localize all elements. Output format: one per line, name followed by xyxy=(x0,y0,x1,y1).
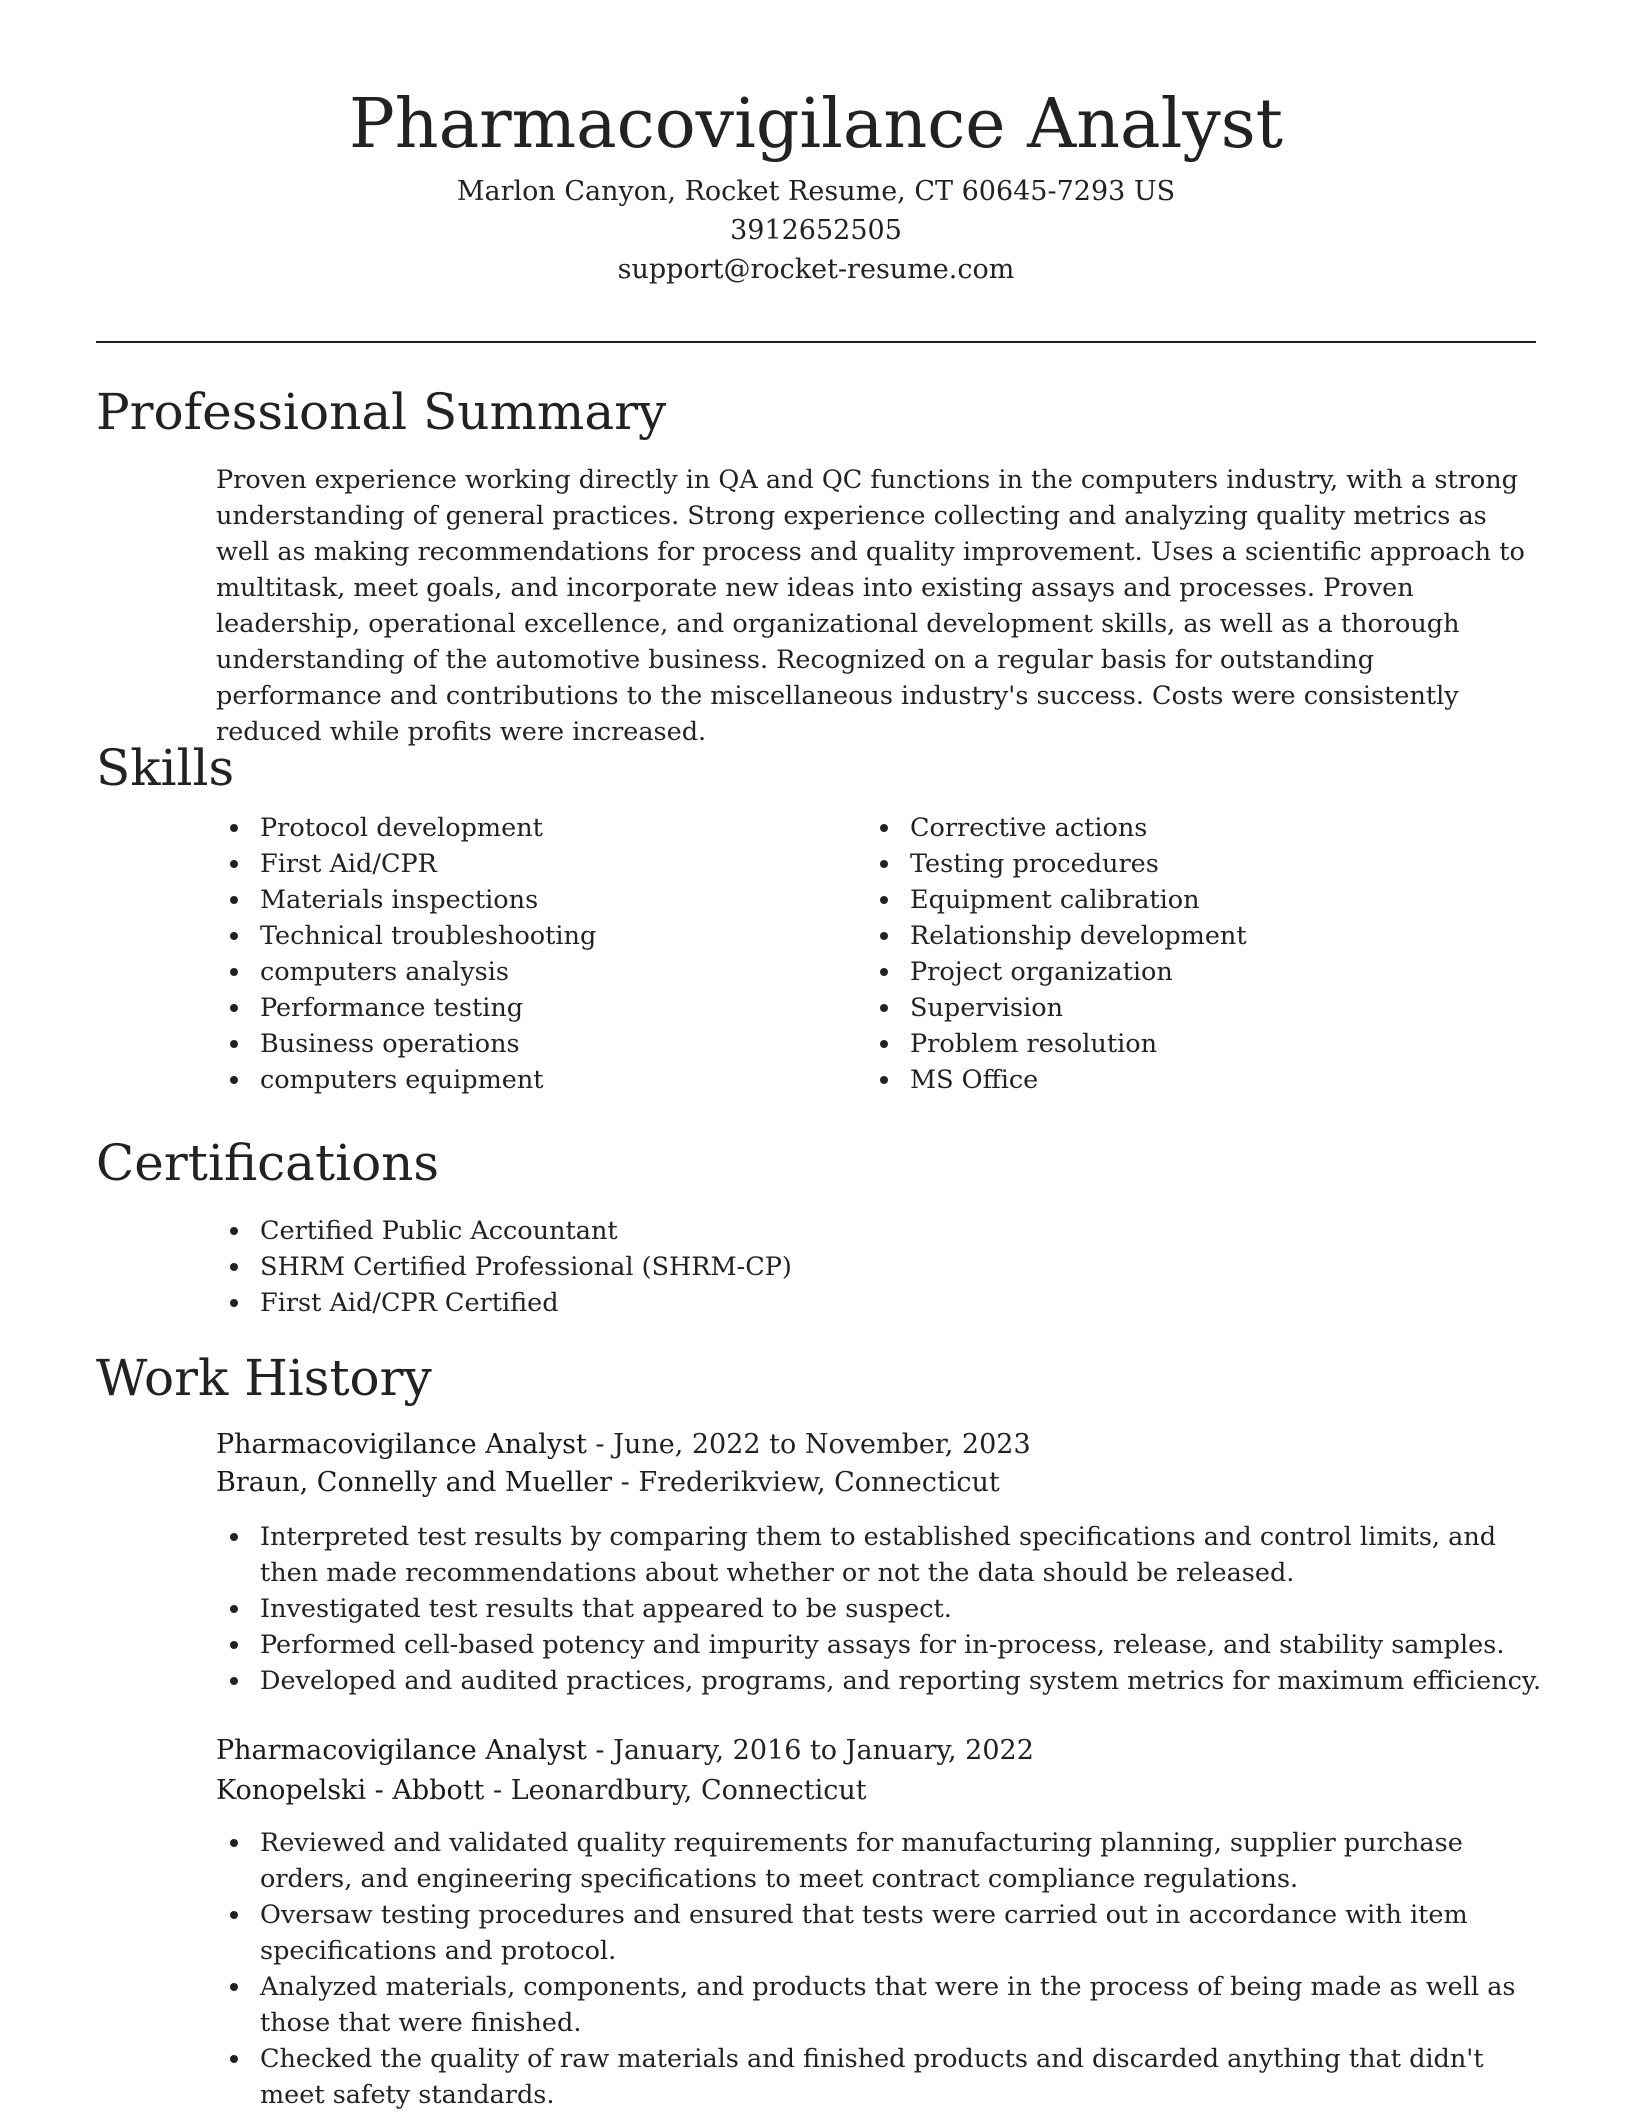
job-title: Pharmacovigilance Analyst xyxy=(216,1429,587,1460)
job-dates: June, 2022 to November, 2023 xyxy=(613,1429,1031,1460)
job-dates: January, 2016 to January, 2022 xyxy=(613,1735,1034,1766)
skills-list-left xyxy=(216,810,836,1098)
work-history-heading: Work History xyxy=(96,1349,432,1407)
list-item: Problem resolution xyxy=(866,1026,1486,1062)
list-item: Relationship development xyxy=(866,918,1486,954)
job-location: Frederikview, Connecticut xyxy=(638,1467,1000,1498)
separator: - xyxy=(586,1429,614,1460)
list-item: Materials inspections xyxy=(216,882,836,918)
separator: - xyxy=(586,1735,614,1766)
list-item: Checked the quality of raw materials and finished products and discarded anything that didn't meet safety standards. xyxy=(216,2041,1546,2113)
certifications-list xyxy=(216,1213,1536,1321)
list-item: computers analysis xyxy=(216,954,836,990)
summary-heading: Professional Summary xyxy=(96,383,667,441)
list-item: Performed cell-based potency and impurity assays for in-process, release, and stability samples. xyxy=(216,1627,1546,1663)
list-item: Business operations xyxy=(216,1026,836,1062)
list-item: Developed and audited practices, programs, and reporting system metrics for maximum efficiency. xyxy=(216,1663,1546,1699)
list-item: Technical troubleshooting xyxy=(216,918,836,954)
job-bullets xyxy=(216,1825,1546,2113)
list-item: Analyzed materials, components, and products that were in the process of being made as well as those that were finished. xyxy=(216,1969,1546,2041)
list-item: computers equipment xyxy=(216,1062,836,1098)
summary-text: Proven experience working directly in QA and QC functions in the computers industry, with a strong understanding of general practices. Strong experience collecting and analyzing quality metrics as well as making recommendations for process and quality improvement. Uses a scientific approach to multitask, meet goals, and incorporate new ideas into existing assays and processes. Proven leadership, operational excellence, and organizational development skills, as well as a thorough understanding of the automotive business. Recognized on a regular basis for outstanding performance and contributions to the miscellaneous industry's success. Costs were consistently reduced while profits were increased. xyxy=(216,465,1525,747)
contact-phone: 3912652505 xyxy=(730,215,902,246)
job-company: Konopelski - Abbott xyxy=(216,1775,485,1806)
job-title: Pharmacovigilance Analyst xyxy=(216,1735,587,1766)
list-item: Project organization xyxy=(866,954,1486,990)
job-company-line xyxy=(216,1464,1000,1502)
list-item: Corrective actions xyxy=(866,810,1486,846)
list-item: Reviewed and validated quality requirements for manufacturing planning, supplier purchase orders, and engineering specifications to meet contract compliance regulations. xyxy=(216,1825,1546,1897)
list-item: Supervision xyxy=(866,990,1486,1026)
separator: - xyxy=(612,1467,639,1498)
job-company-line xyxy=(216,1772,867,1810)
job-title-line xyxy=(216,1426,1031,1464)
list-item: Oversaw testing procedures and ensured that tests were carried out in accordance with item specifications and protocol. xyxy=(216,1897,1546,1969)
list-item: Interpreted test results by comparing them to established specifications and control limits, and then made recommendations about whether or not the data should be released. xyxy=(216,1519,1546,1591)
job-location: Leonardbury, Connecticut xyxy=(510,1775,867,1806)
skills-list-right xyxy=(866,810,1486,1098)
certifications-heading: Certifications xyxy=(96,1134,440,1192)
list-item: Equipment calibration xyxy=(866,882,1486,918)
list-item: First Aid/CPR xyxy=(216,846,836,882)
list-item: Investigated test results that appeared to be suspect. xyxy=(216,1591,1546,1627)
list-item: Testing procedures xyxy=(866,846,1486,882)
contact-address: Marlon Canyon, Rocket Resume, CT 60645-7293 US xyxy=(456,176,1176,207)
header-divider xyxy=(96,341,1536,343)
contact-email: support@rocket-resume.com xyxy=(617,254,1015,285)
resume-header xyxy=(0,78,1632,289)
separator: - xyxy=(484,1775,511,1806)
list-item: MS Office xyxy=(866,1062,1486,1098)
job-title-line xyxy=(216,1732,1034,1770)
list-item: Certified Public Accountant xyxy=(216,1213,1536,1249)
list-item: First Aid/CPR Certified xyxy=(216,1285,1536,1321)
job-company: Braun, Connelly and Mueller xyxy=(216,1467,613,1498)
page-title: Pharmacovigilance Analyst xyxy=(349,85,1283,164)
list-item: Performance testing xyxy=(216,990,836,1026)
list-item: Protocol development xyxy=(216,810,836,846)
list-item: SHRM Certified Professional (SHRM-CP) xyxy=(216,1249,1536,1285)
job-bullets xyxy=(216,1519,1546,1699)
skills-heading: Skills xyxy=(96,739,235,797)
